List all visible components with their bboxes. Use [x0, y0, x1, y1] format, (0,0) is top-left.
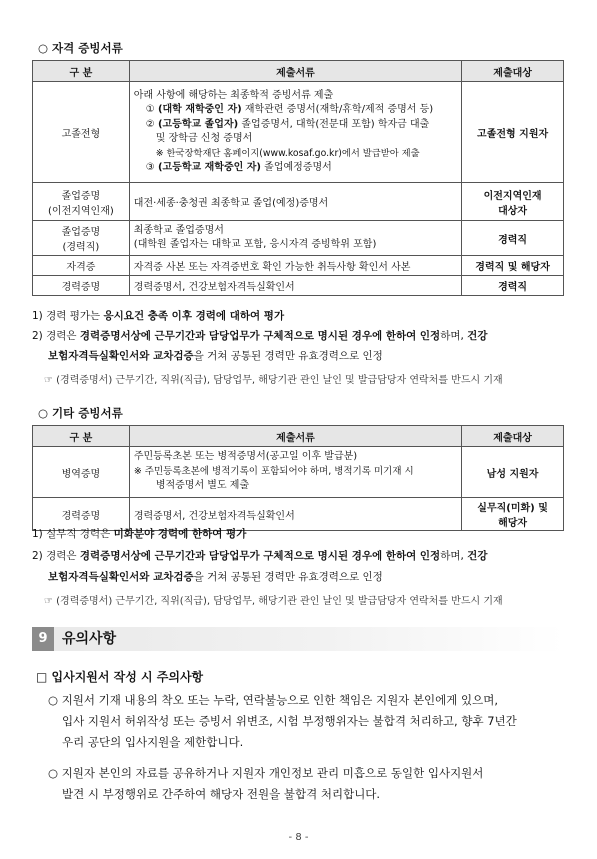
doc-line: 및 장학금 신청 증명서: [155, 133, 253, 144]
header-category: 구 분: [33, 426, 130, 447]
doc-line: ① (대학 재학중인 자) 재학관련 증명서(재학/휴학/제적 증명서 등): [145, 104, 434, 115]
header-target: 제출대상: [462, 426, 564, 447]
note-2: 2) 경력은 경력증명서상에 근무기간과 담당업무가 구체적으로 명시된 경우에 한하여 인정하며, 건강: [32, 330, 488, 342]
header-category: 구 분: [33, 61, 130, 82]
row-documents: [129, 82, 461, 183]
note-2-cont: 보험자격득실확인서와 교차검증을 거쳐 공통된 경력만 유효경력으로 인정: [48, 350, 383, 362]
doc-line: 아래 사항에 해당하는 최종학적 증빙서류 제출: [133, 89, 334, 101]
note-2-cont: 보험자격득실확인서와 교차검증을 거쳐 공통된 경력만 유효경력으로 인정: [48, 571, 383, 583]
caution-paragraph-2: ○ 지원자 본인의 자료를 공유하거나 지원자 개인정보 관리 미흡으로 동일한 입사지원서 발견 시 부정행위로 간주하여 해당자 전원을 불합격 처리합니다.: [48, 766, 484, 801]
header-documents: 제출서류: [129, 61, 461, 82]
subsection-title: □ 입사지원서 작성 시 주의사항: [36, 670, 204, 684]
page-number: - 8 -: [288, 832, 309, 843]
note-1: 1) 실무직 경력은 미화분야 경력에 한하여 평가: [32, 528, 247, 540]
table-header-row: [33, 426, 564, 447]
row-category: 졸업증명 (이전지역인재): [33, 183, 130, 221]
table-row: [33, 276, 564, 296]
row-target: 이전지역인재 대상자: [462, 183, 564, 221]
row-category: 병역증명: [33, 447, 130, 498]
row-documents: 자격증 사본 또는 자격증번호 확인 가능한 취득사항 확인서 사본: [129, 256, 461, 276]
row-target: 남성 지원자: [462, 447, 564, 498]
row-target: 고졸전형 지원자: [462, 82, 564, 183]
table-row: [33, 256, 564, 276]
row-documents: 경력증명서, 건강보험자격득실확인서: [129, 498, 461, 531]
row-category: 경력증명: [33, 276, 130, 296]
row-documents: 최종학교 졸업증명서 (대학원 졸업자는 대학교 포함, 응시자격 증빙학위 포함): [129, 221, 461, 256]
row-target: 실무직(미화) 및 해당자: [462, 498, 564, 531]
row-category: 자격증: [33, 256, 130, 276]
section-number: 9: [32, 627, 54, 651]
row-target: 경력직: [462, 221, 564, 256]
row-category: 졸업증명 (경력직): [33, 221, 130, 256]
note-1: 1) 경력 평가는 응시요건 충족 이후 경력에 대하여 평가: [32, 310, 285, 322]
section-9-header: [32, 627, 564, 651]
section-title: 유의사항: [62, 631, 117, 647]
header-target: 제출대상: [462, 61, 564, 82]
table-row: [33, 447, 564, 498]
table-row: [33, 221, 564, 256]
section-title-other: ○ 기타 증빙서류: [38, 406, 123, 420]
row-documents: 주민등록초본 또는 병적증명서(공고일 이후 발급분) ※ 주민등록초본에 병적기록이 포함되어야 하며, 병적기록 미기재 시 병적증명서 별도 제출: [129, 447, 461, 498]
row-target: 경력직: [462, 276, 564, 296]
row-category: 경력증명: [33, 498, 130, 531]
table-row: [33, 82, 564, 183]
qualification-table: [32, 60, 564, 296]
handwriting-note: ☞ (경력증명서) 근무기간, 직위(직급), 담당업무, 해당기관 관인 날인 및 발급담당자 연락처를 반드시 기재: [44, 375, 503, 386]
table-row: [33, 183, 564, 221]
row-target: 경력직 및 해당자: [462, 256, 564, 276]
note-2: 2) 경력은 경력증명서상에 근무기간과 담당업무가 구체적으로 명시된 경우에 한하여 인정하며, 건강: [32, 550, 488, 562]
section-title-qualification: ○ 자격 증빙서류: [38, 41, 123, 55]
row-documents: 경력증명서, 건강보험자격득실확인서: [129, 276, 461, 296]
header-documents: 제출서류: [129, 426, 461, 447]
caution-paragraph-1: ○ 지원서 기재 내용의 착오 또는 누락, 연락불능으로 인한 책임은 지원자 본인에게 있으며, 입사 지원서 허위작성 또는 증빙서 위변조, 시험 부정행위자는 불합격 처리하고, 향후 7년간 우리 공단의 입사지원을 제한합니다.: [48, 693, 517, 749]
row-category: 고졸전형: [33, 82, 130, 183]
table-header-row: [33, 61, 564, 82]
doc-line: ② (고등학교 졸업자) 졸업증명서, 대학(전문대 포함) 학자금 대출: [145, 118, 430, 130]
handwriting-note: ☞ (경력증명서) 근무기간, 직위(직급), 담당업무, 해당기관 관인 날인 및 발급담당자 연락처를 반드시 기재: [44, 596, 503, 607]
row-documents: 대전·세종·충청권 최종학교 졸업(예정)증명서: [129, 183, 461, 221]
other-docs-table: [32, 425, 564, 531]
doc-line: ③ (고등학교 재학중인 자) 졸업예정증명서: [145, 162, 332, 173]
doc-note: ※ 한국장학재단 홈페이지(www.kosaf.go.kr)에서 발급받아 제출: [155, 147, 420, 159]
